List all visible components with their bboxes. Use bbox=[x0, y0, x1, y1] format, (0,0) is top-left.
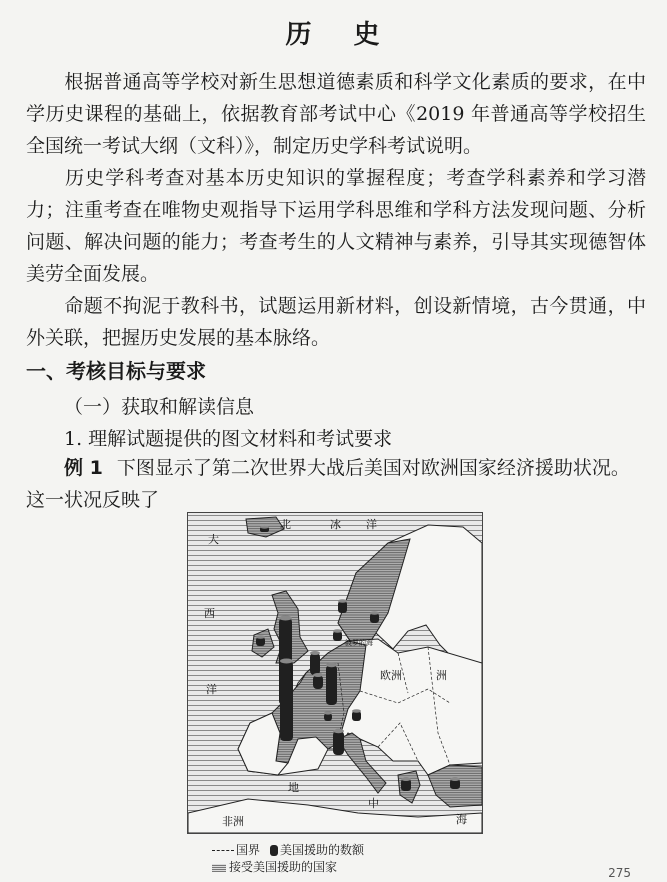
map-label-europe1: 欧洲 bbox=[380, 669, 402, 682]
europe-aid-map bbox=[187, 512, 483, 834]
page-number: 275 bbox=[608, 866, 631, 880]
map-label-europe2: 洲 bbox=[436, 669, 447, 682]
aid-bar-austria bbox=[352, 709, 361, 721]
scope-paragraph: 历史学科考查对基本历史知识的掌握程度；考查学科素养和学习潜力；注重考查在唯物史观指导下运用学科思维和学科方法发现问题、分析问题、解决问题的能力；考查考生的人文精神与素养，引导其实现德智体美劳全面发展。 bbox=[26, 167, 646, 285]
subsection-heading: （一）获取和解读信息 bbox=[64, 396, 255, 418]
map-label-yang: 洋 bbox=[206, 683, 217, 696]
example-label: 例 1 bbox=[64, 457, 103, 479]
aid-bar-norway bbox=[338, 599, 347, 613]
aid-bar-france bbox=[280, 659, 293, 742]
map-svg bbox=[188, 513, 482, 833]
aid-cylinder-icon bbox=[270, 845, 278, 856]
map-label-xi: 西 bbox=[204, 607, 215, 620]
principle-paragraph: 命题不拘泥于教科书，试题运用新材料，创设新情境，古今贯通，中外关联，把握历史发展的基本脉络。 bbox=[26, 295, 646, 349]
legend-aid: 美国援助的数额 bbox=[280, 843, 365, 857]
aid-bar-turkey bbox=[450, 777, 460, 789]
aid-bar-germany bbox=[326, 663, 337, 705]
recipient-pattern-icon bbox=[212, 864, 226, 872]
example-text: 下图显示了第二次世界大战后美国对欧洲国家经济援助状况。这一状况反映了 bbox=[26, 457, 630, 511]
page-title: 历 史 bbox=[285, 20, 382, 50]
aid-bar-belgium bbox=[313, 673, 323, 689]
map-label-north1: 北 bbox=[280, 518, 291, 531]
aid-bar-italy bbox=[333, 729, 344, 755]
map-label-da: 大 bbox=[208, 533, 219, 546]
aid-bar-netherlands bbox=[310, 651, 320, 675]
legend-border: 国界 bbox=[236, 843, 261, 857]
map-label-med3: 海 bbox=[456, 813, 467, 826]
border-line-icon bbox=[212, 850, 234, 851]
aid-bar-denmark bbox=[333, 629, 342, 641]
map-label-africa: 非洲 bbox=[222, 815, 244, 828]
map-label-north2: 冰 bbox=[330, 518, 341, 531]
map-label-med1: 地 bbox=[288, 781, 299, 794]
aid-bar-greece bbox=[401, 777, 411, 791]
intro-paragraph: 根据普通高等学校对新生思想道德素质和科学文化素质的要求，在中学历史课程的基础上，依据教育部考试中心《2019 年普通高等学校招生全国统一考试大纲（文科）》，制定历史学科考试说明。 bbox=[26, 71, 646, 157]
map-label-baltic: 波罗的海 bbox=[345, 639, 373, 647]
aid-bar-switzerland bbox=[324, 711, 332, 721]
legend-recipient: 接受美国援助的国家 bbox=[229, 860, 338, 874]
aid-bar-iceland bbox=[260, 525, 269, 532]
aid-bar-ireland bbox=[256, 635, 265, 646]
map-label-north3: 洋 bbox=[366, 518, 377, 531]
example-question bbox=[26, 452, 646, 516]
map-label-med2: 中 bbox=[368, 797, 379, 810]
item-heading: 1. 理解试题提供的图文材料和考试要求 bbox=[64, 428, 393, 450]
aid-bar-sweden bbox=[370, 611, 379, 623]
section-heading: 一、考核目标与要求 bbox=[26, 359, 206, 383]
map-legend bbox=[212, 842, 364, 876]
